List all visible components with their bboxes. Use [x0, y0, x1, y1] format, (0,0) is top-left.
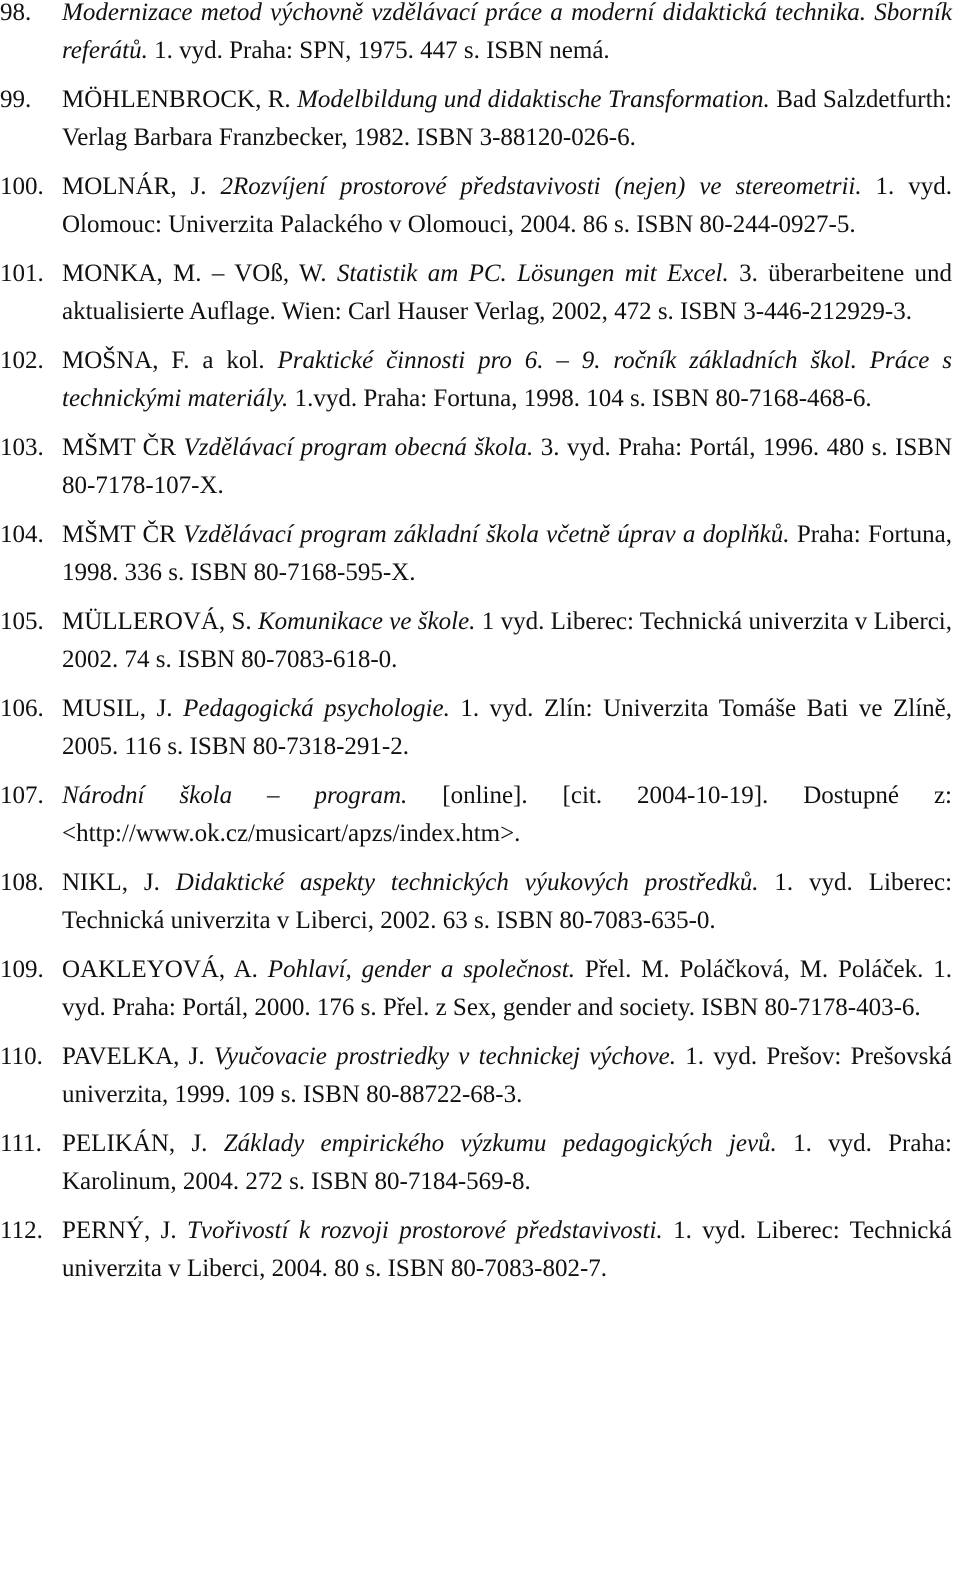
reference-text	[62, 956, 952, 1021]
reference-entry	[0, 0, 952, 70]
reference-detail: PAVELKA, J.	[62, 1043, 214, 1070]
reference-text	[62, 1130, 952, 1195]
reference-detail: 1. vyd. Zlín: Univerzita Tomáše Bati ve Zlíně, 2005. 116 s. ISBN 80-7318-291-2.	[62, 695, 953, 760]
reference-text	[62, 782, 952, 847]
reference-title: Základy empirického výzkumu pedagogických jevů.	[223, 1130, 777, 1157]
reference-detail: Přel. M. Poláčková, M. Poláček. 1. vyd. Praha: Portál, 2000. 176 s. Přel. z Sex, gender and society. ISBN 80-7178-403-6.	[62, 956, 952, 1021]
reference-detail: 1. vyd. Olomouc: Univerzita Palackého v Olomouci, 2004. 86 s. ISBN 80-244-0927-5.	[62, 173, 952, 238]
reference-detail: PERNÝ, J.	[62, 1217, 188, 1244]
reference-text	[62, 869, 952, 934]
reference-entry	[0, 168, 952, 244]
reference-detail: 1. vyd. Liberec: Technická univerzita v Liberci, 2004. 80 s. ISBN 80-7083-802-7.	[62, 1217, 952, 1282]
reference-detail: NIKL, J.	[62, 869, 176, 896]
reference-number: 112.	[0, 1217, 43, 1244]
reference-title: Tvořivostí k rozvoji prostorové představivosti.	[187, 1217, 663, 1244]
reference-number: 101.	[0, 260, 44, 287]
reference-number: 103.	[0, 434, 44, 461]
reference-entry	[0, 864, 952, 940]
reference-entry	[0, 429, 952, 505]
reference-detail: 3. überarbeitene und aktualisierte Auflage. Wien: Carl Hauser Verlag, 2002, 472 s. ISBN 3-446-212929-3.	[62, 260, 952, 325]
reference-detail: MÖHLENBROCK, R.	[62, 86, 298, 113]
reference-detail: MŠMT ČR	[62, 521, 184, 548]
reference-title: Vzdělávací program obecná škola.	[183, 434, 534, 461]
reference-number: 102.	[0, 347, 44, 374]
reference-number: 104.	[0, 521, 44, 548]
reference-number: 108.	[0, 869, 44, 896]
reference-title: Pedagogická psychologie.	[183, 695, 450, 722]
reference-title: Praktické činnosti pro 6. – 9. ročník základních škol. Práce s technickými materiály.	[62, 347, 952, 412]
reference-title: Modernizace metod výchovně vzdělávací práce a moderní didaktická technika. Sborník referátů.	[62, 0, 952, 64]
reference-entry	[0, 777, 952, 853]
reference-number: 110.	[0, 1043, 43, 1070]
reference-entry	[0, 255, 952, 331]
reference-detail: OAKLEYOVÁ, A.	[62, 956, 268, 983]
reference-entry	[0, 690, 952, 766]
reference-title: Statistik am PC. Lösungen mit Excel.	[336, 260, 729, 287]
reference-text	[62, 347, 952, 412]
reference-entry	[0, 342, 952, 418]
reference-title: Modelbildung und didaktische Transformation.	[297, 86, 770, 113]
reference-title: 2Rozvíjení prostorové představivosti (nejen) ve stereometrii.	[220, 173, 862, 200]
reference-text	[62, 173, 952, 238]
reference-entry	[0, 1212, 952, 1288]
reference-number: 99.	[0, 86, 32, 113]
reference-title: Vzdělávací program základní škola včetně úprav a doplňků.	[183, 521, 790, 548]
reference-detail: 3. vyd. Praha: Portál, 1996. 480 s. ISBN 80-7178-107-X.	[62, 434, 952, 499]
reference-text	[62, 260, 952, 325]
reference-detail: 1. vyd. Prešov: Prešovská univerzita, 1999. 109 s. ISBN 80-88722-68-3.	[62, 1043, 952, 1108]
reference-number: 107.	[0, 782, 44, 809]
reference-title: Didaktické aspekty technických výukových prostředků.	[175, 869, 759, 896]
reference-text	[62, 695, 952, 760]
reference-text	[62, 521, 952, 586]
reference-number: 105.	[0, 608, 44, 635]
reference-detail: 1. vyd. Praha: SPN, 1975. 447 s. ISBN nemá.	[147, 37, 610, 64]
reference-entry	[0, 81, 952, 157]
reference-detail: 1. vyd. Praha: Karolinum, 2004. 272 s. ISBN 80-7184-569-8.	[62, 1130, 952, 1195]
reference-text	[62, 86, 952, 151]
reference-detail: MONKA, M. – VOß, W.	[62, 260, 337, 287]
reference-number: 98.	[0, 0, 32, 26]
reference-detail: 1 vyd. Liberec: Technická univerzita v Liberci, 2002. 74 s. ISBN 80-7083-618-0.	[62, 608, 953, 673]
reference-detail: 1. vyd. Liberec: Technická univerzita v Liberci, 2002. 63 s. ISBN 80-7083-635-0.	[62, 869, 953, 934]
reference-title: Vyučovacie prostriedky v technickej výchove.	[213, 1043, 677, 1070]
reference-entry	[0, 1038, 952, 1114]
reference-entry	[0, 516, 952, 592]
reference-detail: MOŠNA, F. a kol.	[62, 347, 278, 374]
reference-number: 109.	[0, 956, 44, 983]
reference-text	[62, 1217, 952, 1282]
reference-detail: Bad Salzdetfurth: Verlag Barbara Franzbecker, 1982. ISBN 3-88120-026-6.	[62, 86, 952, 151]
reference-title: Komunikace ve škole.	[258, 608, 476, 635]
reference-detail: MÜLLEROVÁ, S.	[62, 608, 258, 635]
reference-text	[62, 1043, 952, 1108]
reference-title: Národní škola – program.	[62, 782, 408, 809]
reference-detail: 1.vyd. Praha: Fortuna, 1998. 104 s. ISBN 80-7168-468-6.	[288, 385, 872, 412]
reference-detail: [online]. [cit. 2004-10-19]. Dostupné z: <http://www.ok.cz/musicart/apzs/index.htm>.	[62, 782, 952, 847]
reference-text	[62, 434, 952, 499]
reference-detail: MOLNÁR, J.	[62, 173, 221, 200]
reference-number: 111.	[0, 1130, 42, 1157]
reference-title: Pohlaví, gender a společnost.	[267, 956, 575, 983]
reference-detail: MUSIL, J.	[62, 695, 184, 722]
reference-number: 106.	[0, 695, 44, 722]
reference-text	[62, 608, 952, 673]
reference-entry	[0, 951, 952, 1027]
reference-detail: PELIKÁN, J.	[62, 1130, 224, 1157]
reference-number: 100.	[0, 173, 44, 200]
reference-detail: MŠMT ČR	[62, 434, 184, 461]
reference-text	[62, 0, 952, 64]
reference-entry	[0, 603, 952, 679]
reference-entry	[0, 1125, 952, 1201]
reference-detail: Praha: Fortuna, 1998. 336 s. ISBN 80-7168-595-X.	[62, 521, 953, 586]
